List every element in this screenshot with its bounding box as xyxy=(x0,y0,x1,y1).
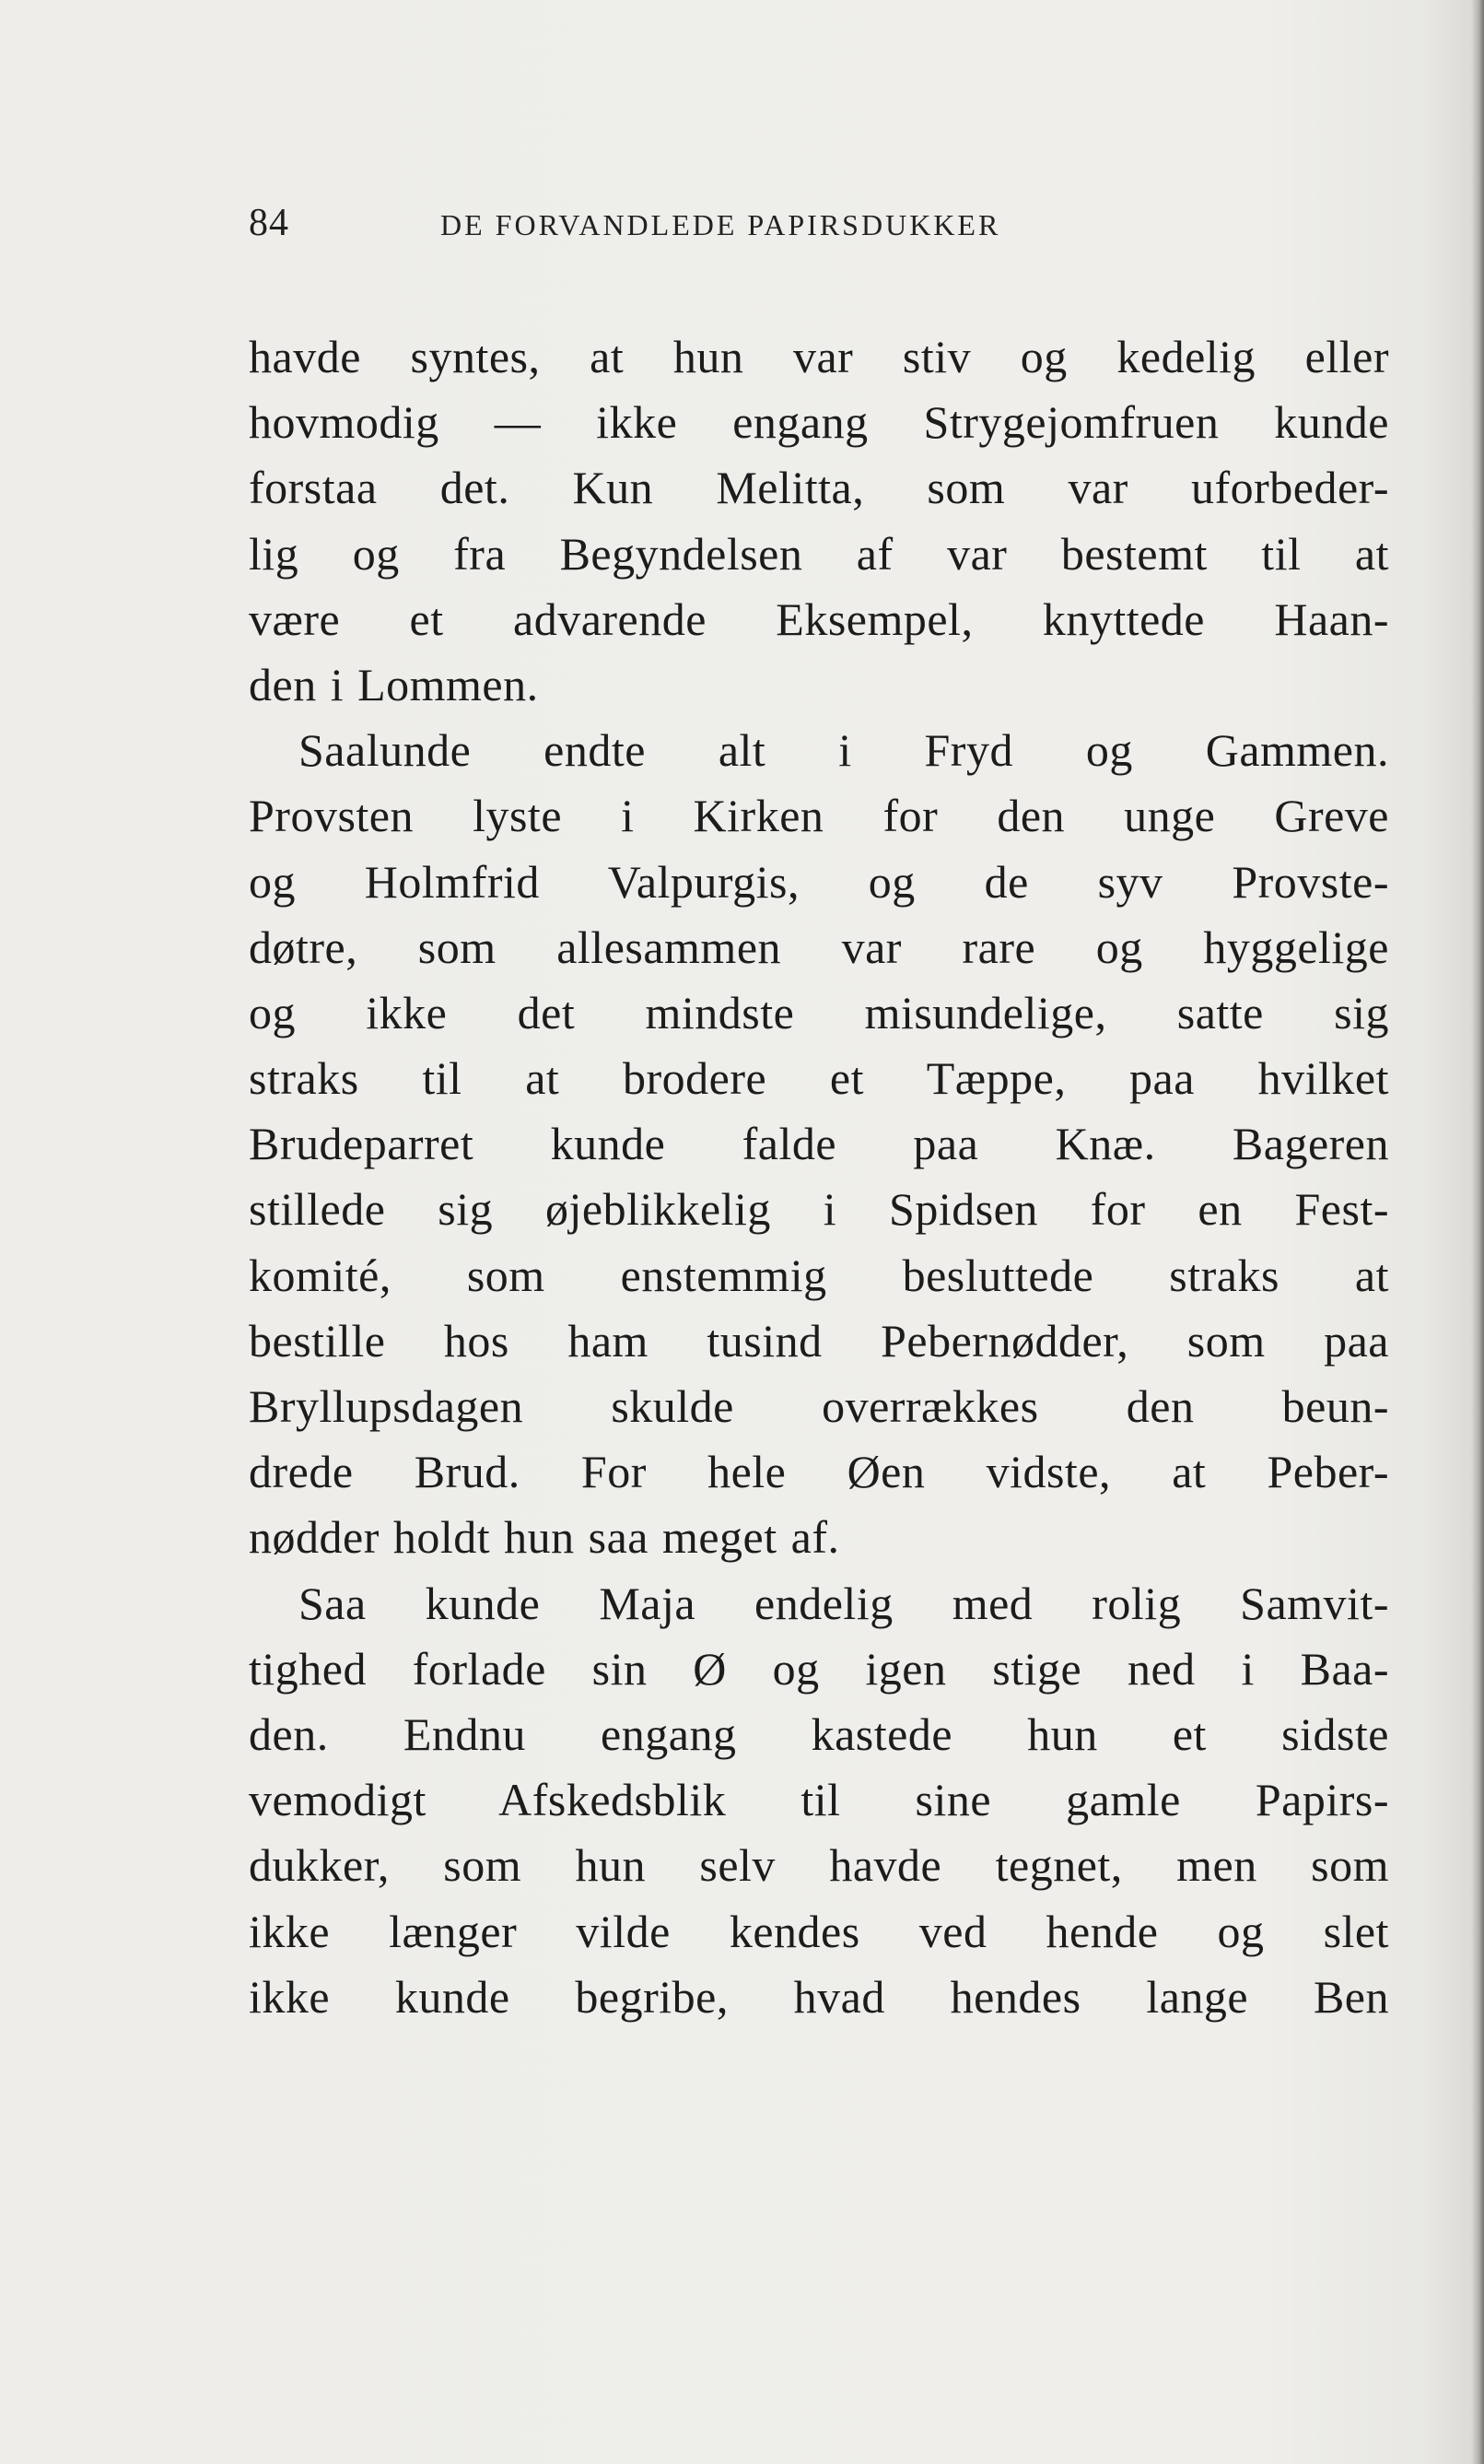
text-line: den i Lommen. xyxy=(249,658,539,710)
text-line: være et advarende Eksempel, knyttede Haan- xyxy=(249,593,1389,645)
text-line: Provsten lyste i Kirken for den unge Greve xyxy=(249,790,1389,842)
text-line: døtre, som allesammen var rare og hyggelige xyxy=(249,921,1389,973)
text-line: Bryllupsdagen skulde overrækkes den beun- xyxy=(249,1380,1389,1432)
text-line: hovmodig — ikke engang Strygejomfruen kunde xyxy=(249,396,1389,449)
body-text xyxy=(249,324,1389,2030)
text-line: lig og fra Begyndelsen af var bestemt til at xyxy=(249,527,1389,580)
text-line: den. Endnu engang kastede hun et sidste xyxy=(249,1707,1389,1760)
running-header xyxy=(249,201,1234,256)
text-line: bestille hos ham tusind Pebernødder, som paa xyxy=(249,1314,1389,1367)
text-line: komité, som enstemmig besluttede straks at xyxy=(249,1249,1389,1301)
text-line: havde syntes, at hun var stiv og kedelig eller xyxy=(249,331,1389,382)
text-line: forstaa det. Kun Melitta, som var uforbeder- xyxy=(249,462,1389,514)
text-line: vemodigt Afskedsblik til sine gamle Papirs- xyxy=(249,1774,1389,1826)
text-line: ikke længer vilde kendes ved hende og slet xyxy=(249,1905,1389,1957)
page-edge-shadow xyxy=(1471,0,1484,2464)
text-line: ikke kunde begribe, hvad hendes lange Ben xyxy=(249,1970,1389,2023)
text-line: dukker, som hun selv havde tegnet, men som xyxy=(249,1839,1389,1892)
text-line: og ikke det mindste misundelige, satte sig xyxy=(249,986,1389,1038)
text-line: tighed forlade sin Ø og igen stige ned i Baa- xyxy=(249,1642,1389,1695)
page-number: 84 xyxy=(249,202,289,244)
text-line: stillede sig øjeblikkelig i Spidsen for en Fest- xyxy=(249,1183,1389,1236)
text-line: drede Brud. For hele Øen vidste, at Peber- xyxy=(249,1446,1389,1498)
text-line: Saalunde endte alt i Fryd og Gammen. xyxy=(298,724,1389,777)
text-line: straks til at brodere et Tæppe, paa hvilket xyxy=(249,1052,1389,1105)
text-line: Brudeparret kunde falde paa Knæ. Bageren xyxy=(249,1118,1389,1170)
text-line: og Holmfrid Valpurgis, og de syv Provste- xyxy=(249,855,1389,908)
text-line: nødder holdt hun saa meget af. xyxy=(249,1511,840,1564)
text-line: Saa kunde Maja endelig med rolig Samvit- xyxy=(298,1577,1389,1629)
running-title: DE FORVANDLEDE PAPIRSDUKKER xyxy=(440,208,1001,241)
